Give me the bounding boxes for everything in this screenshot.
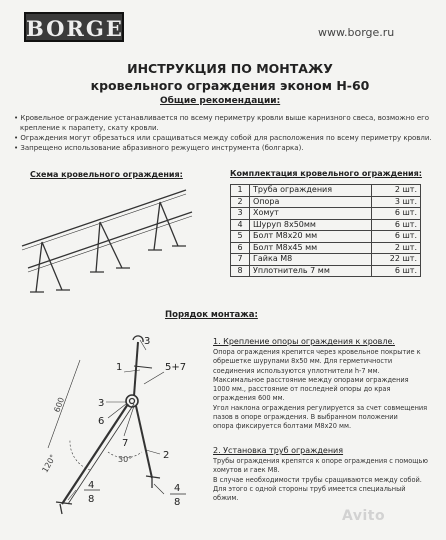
avito-watermark: Avito: [342, 508, 386, 524]
kit-quantity: 6 шт.: [372, 231, 421, 243]
kit-number: 2: [231, 196, 250, 208]
kit-item-name: Болт М8х20 мм: [250, 231, 372, 243]
support-short: [136, 406, 152, 478]
step1-line: 1000 мм., расстояние от последней опоры до края: [213, 385, 391, 394]
leader-5-7: [144, 372, 164, 384]
assembly-order-heading: Порядок монтажа:: [165, 310, 258, 320]
step1-line: соединения используются уплотнители h-7 мм.: [213, 366, 380, 375]
kit-quantity: 2 шт.: [372, 185, 421, 197]
step1-line: Опора ограждения крепится через кровельное покрытие к: [213, 348, 421, 356]
kit-number: 1: [231, 185, 250, 197]
leader-7: [124, 406, 134, 436]
step2-line: В случае необходимости трубы сращиваются между собой.: [213, 475, 422, 484]
step2-line: Трубы ограждения крепятся к опоре ограждения с помощью: [213, 457, 428, 465]
step1-text: [213, 348, 428, 432]
label-4b: 4: [174, 483, 181, 494]
kit-quantity: 6 шт.: [372, 208, 421, 220]
kit-item-name: Опора: [250, 196, 372, 208]
clamp-ring: [126, 395, 138, 407]
kit-item-name: Болт М8х45 мм: [250, 242, 372, 254]
label-4a: 4: [88, 480, 95, 491]
kit-item-name: Хомут: [250, 208, 372, 220]
title-line-2: кровельного ограждения эконом Н-60: [90, 78, 370, 93]
scheme-heading: Схема кровельного ограждения:: [30, 170, 183, 179]
title-line-1: ИНСТРУКЦИЯ ПО МОНТАЖУ: [127, 61, 333, 76]
step2-line: обжим.: [213, 494, 239, 503]
leader-2: [146, 450, 160, 454]
kit-item-name: Шуруп 8x50мм: [250, 219, 372, 231]
recommendation-line: • Запрещено использование абразивного режущего инструмента (болгарка).: [14, 144, 304, 152]
label-3b: 3: [98, 398, 105, 409]
support-long: [62, 404, 128, 504]
brand-logo: BORGE: [24, 12, 124, 42]
kit-number: 8: [231, 265, 250, 277]
recommendation-line: • Кровельное ограждение устанавливается по всему периметру кровли выше карнизного свеса, возможно его: [14, 114, 430, 122]
foot-right: [146, 476, 160, 488]
kit-quantity: 6 шт.: [372, 265, 421, 277]
kit-quantity: 2 шт.: [372, 242, 421, 254]
leader-4-8b: [154, 484, 164, 494]
kit-quantity: 6 шт.: [372, 219, 421, 231]
step1-heading: 1. Крепление опоры ограждения к кровле.: [213, 337, 395, 346]
recommendation-line: • Ограждения могут обрезаться или сращиваться между собой для расположения по всему периметру кровли.: [14, 134, 432, 142]
kit-item-name: Гайка М8: [250, 254, 372, 266]
clamp-ring-inner: [130, 399, 135, 404]
step1-line: ограждения 600 мм.: [213, 394, 285, 403]
kit-heading: Комплектация кровельного ограждения:: [230, 169, 422, 178]
dimension-600: 600: [52, 396, 67, 414]
step2-text: [213, 457, 428, 503]
label-2: 2: [163, 450, 170, 461]
foot-left: [56, 502, 72, 514]
label-8b: 8: [174, 497, 181, 508]
kit-number: 6: [231, 242, 250, 254]
step2-line: Для этого с одной стороны труб имеется специальный: [213, 484, 406, 493]
step2-line: хомутов и гаек М8.: [213, 466, 280, 475]
label-3a: 3: [144, 336, 151, 347]
step1-line: опора фиксируется болтами М8x20 мм.: [213, 422, 352, 431]
leader-1: [124, 370, 140, 372]
tube-upper-end: [133, 336, 143, 342]
kit-number: 7: [231, 254, 250, 266]
step1-line: обрешетке шурупами 8x50 мм. Для герметичности: [213, 357, 393, 366]
angle-120: 120°: [40, 452, 58, 475]
step2-heading: 2. Установка труб ограждения: [213, 446, 344, 455]
kit-number: 4: [231, 219, 250, 231]
tube-upper: [134, 342, 138, 396]
label-1: 1: [116, 362, 123, 373]
recommendation-line: крепление к парапету, скату кровли.: [20, 124, 159, 132]
label-6: 6: [98, 416, 105, 427]
label-8a: 8: [88, 494, 95, 505]
step1-line: Угол наклона ограждения регулируется за счет совмещения: [213, 403, 428, 412]
label-5-7: 5+7: [165, 362, 187, 373]
kit-number: 3: [231, 208, 250, 220]
kit-quantity: 22 шт.: [372, 254, 421, 266]
angle-30: 30°: [118, 455, 133, 464]
kit-item-name: Уплотнитель 7 мм: [250, 265, 372, 277]
kit-number: 5: [231, 231, 250, 243]
kit-item-name: Труба ограждения: [250, 185, 372, 197]
general-recommendations-heading: Общие рекомендации:: [160, 96, 281, 106]
step1-line: Максимальное расстояние между опорами ограждения: [213, 375, 409, 384]
step1-line: пазов в опоре ограждения. В выбранном положении: [213, 413, 398, 422]
label-7: 7: [122, 438, 129, 449]
site-url: www.borge.ru: [318, 26, 395, 39]
kit-quantity: 3 шт.: [372, 196, 421, 208]
